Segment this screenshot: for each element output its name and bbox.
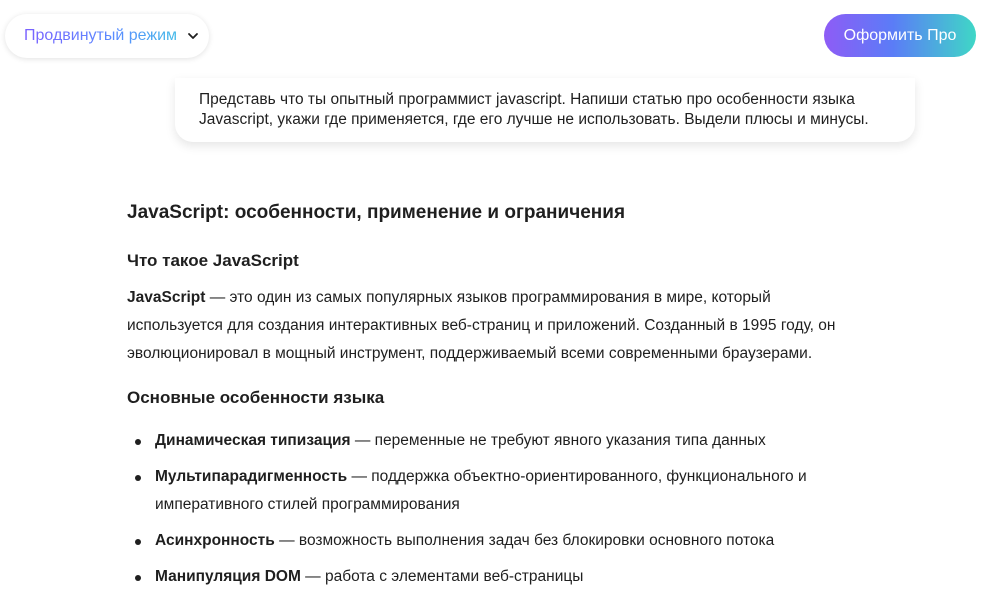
bullet-icon <box>135 475 141 481</box>
section-heading-what-is: Что такое JavaScript <box>127 251 299 270</box>
list-item <box>127 463 867 519</box>
intro-paragraph <box>127 284 867 368</box>
chevron-down-icon <box>186 29 200 43</box>
mode-selector-label: Продвинутый режим <box>24 27 178 44</box>
article-title: JavaScript: особенности, применение и ограничения <box>127 202 626 223</box>
feature-term: Асинхронность <box>155 532 275 549</box>
mode-selector[interactable] <box>5 14 209 58</box>
feature-term: Манипуляция DOM <box>155 568 301 585</box>
section-heading-features: Основные особенности языка <box>127 388 385 407</box>
intro-text: — это один из самых популярных языков программирования в мире, который используется для создания интерактивных веб-страниц и приложений. Созданный в 1995 году, он эволюционировал в мощный инструмент, поддерживаемый всеми современными браузерами. <box>127 289 836 362</box>
feature-term: Динамическая типизация <box>155 432 351 449</box>
assistant-response <box>127 200 867 599</box>
list-item <box>127 427 867 455</box>
features-list <box>127 427 867 591</box>
feature-desc: — возможность выполнения задач без блокировки основного потока <box>274 532 775 549</box>
list-item <box>127 563 867 591</box>
feature-desc: — работа с элементами веб-страницы <box>300 568 584 585</box>
feature-desc: — поддержка объектно-ориентированного, функционального и императивного стилей программирования <box>155 468 807 513</box>
bullet-icon <box>135 439 141 445</box>
intro-term: JavaScript <box>127 289 206 306</box>
user-message-bubble <box>175 78 915 142</box>
bullet-icon <box>135 575 141 581</box>
feature-desc: — переменные не требуют явного указания типа данных <box>350 432 766 449</box>
feature-term: Мультипарадигменность <box>155 468 348 485</box>
user-message-text: Представь что ты опытный программист javascript. Напиши статью про особенности языка Javascript, укажи где применяется, где его лучше не использовать. Выдели плюсы и минусы. <box>199 91 869 128</box>
subscribe-pro-button[interactable]: Оформить Про <box>824 14 976 57</box>
list-item <box>127 527 867 555</box>
bullet-icon <box>135 539 141 545</box>
